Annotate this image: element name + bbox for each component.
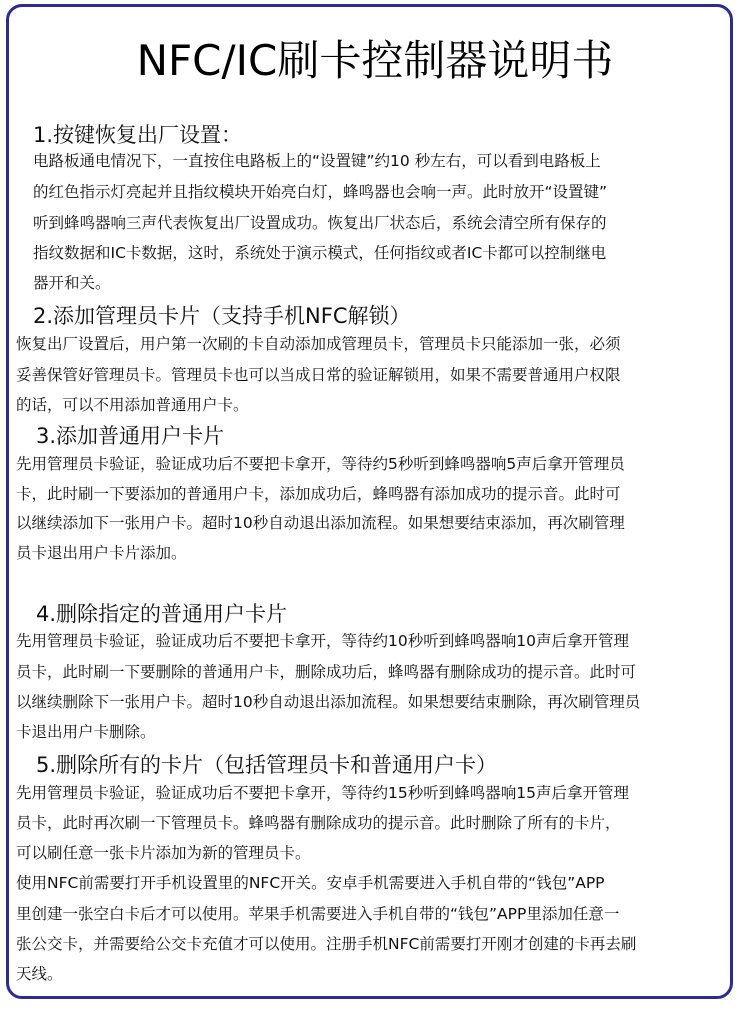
section-1-heading: 1.按键恢复出厂设置： [33, 123, 243, 147]
section-4-line: 员卡，此时刷一下要删除的普通用户卡，删除成功后，蜂鸣器有删除成功的提示音。此时可 [16, 663, 637, 681]
section-1-line: 听到蜂鸣器响三声代表恢复出厂设置成功。恢复出厂状态后，系统会清空所有保存的 [33, 214, 607, 232]
section-5-line: 可以刷任意一张卡片添加为新的管理员卡。 [16, 844, 311, 862]
section-1-line: 的红色指示灯亮起并且指纹模块开始亮白灯，蜂鸣器也会响一声。此时放开“设置键” [33, 183, 608, 201]
section-4-line: 先用管理员卡验证，验证成功后不要把卡拿开，等待约10秒听到蜂鸣器响10声后拿开管理 [16, 632, 629, 650]
document-title: NFC/IC刷卡控制器说明书 [136, 36, 614, 85]
section-3-line: 卡，此时刷一下要添加的普通用户卡，添加成功后，蜂鸣器有添加成功的提示音。此时可 [16, 485, 621, 503]
section-5-line: 先用管理员卡验证，验证成功后不要把卡拿开，等待约15秒听到蜂鸣器响15声后拿开管理 [16, 784, 629, 802]
section-4-heading: 4.删除指定的普通用户卡片 [36, 602, 288, 626]
section-1-line: 指纹数据和IC卡数据，这时，系统处于演示模式，任何指纹或者IC卡都可以控制继电 [33, 244, 607, 262]
section-4-line: 卡退出用户卡删除。 [16, 723, 156, 741]
nfc-note-line: 天线。 [16, 965, 63, 983]
section-3-line: 以继续添加下一张用户卡。超时10秒自动退出添加流程。如果想要结束添加，再次刷管理 [16, 514, 625, 532]
section-1-line: 电路板通电情况下，一直按住电路板上的“设置键”约10 秒左右，可以看到电路板上 [33, 152, 601, 170]
nfc-note-line: 使用NFC前需要打开手机设置里的NFC开关。安卓手机需要进入手机自带的“钱包”APP [16, 874, 605, 892]
nfc-note-line: 里创建一张空白卡后才可以使用。苹果手机需要进入手机自带的“钱包”APP里添加任意一 [16, 905, 620, 923]
section-2-heading: 2.添加管理员卡片（支持手机NFC解锁） [33, 304, 411, 328]
nfc-note-line: 张公交卡，并需要给公交卡充值才可以使用。注册手机NFC前需要打开刚才创建的卡再去刷 [16, 935, 637, 953]
section-5-line: 员卡，此时再次刷一下管理员卡。蜂鸣器有删除成功的提示音。此时删除了所有的卡片， [16, 814, 621, 832]
section-2-line: 恢复出厂设置后，用户第一次刷的卡自动添加成管理员卡，管理员卡只能添加一张，必须 [16, 335, 621, 353]
section-3-line: 先用管理员卡验证，验证成功后不要把卡拿开，等待约5秒听到蜂鸣器响5声后拿开管理员 [16, 455, 625, 473]
section-1-line: 器开和关。 [33, 274, 111, 292]
section-3-heading: 3.添加普通用户卡片 [36, 424, 225, 448]
section-2-line: 妥善保管好管理员卡。管理员卡也可以当成日常的验证解锁用，如果不需要普通用户权限 [16, 366, 621, 384]
section-4-line: 以继续删除下一张用户卡。超时10秒自动退出添加流程。如果想要结束删除，再次刷管理员 [16, 693, 641, 711]
section-3-line: 员卡退出用户卡片添加。 [16, 544, 187, 562]
section-2-line: 的话，可以不用添加普通用户卡。 [16, 396, 249, 414]
section-5-heading: 5.删除所有的卡片（包括管理员卡和普通用户卡） [36, 753, 498, 777]
